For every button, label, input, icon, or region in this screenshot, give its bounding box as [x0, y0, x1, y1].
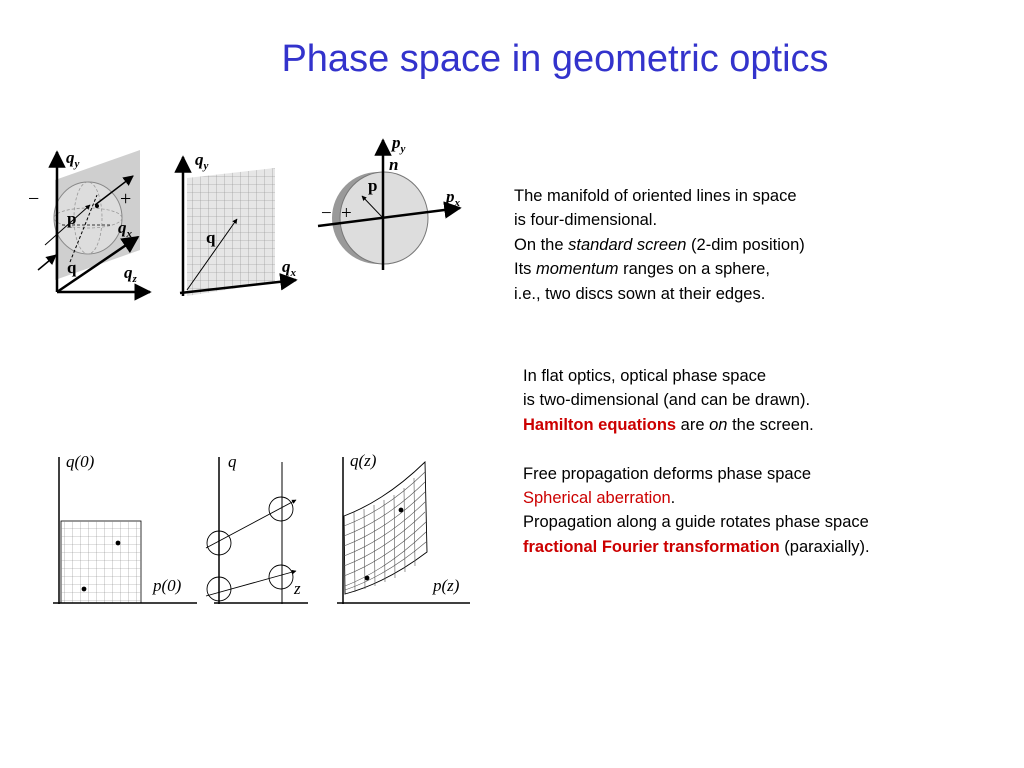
text-line: Spherical aberration. — [523, 489, 676, 508]
fig3-plus-label: + — [341, 203, 352, 224]
fig4-p0-label: p(0) — [153, 576, 182, 595]
fig3-p-label: p — [368, 176, 378, 195]
manifold-text-block — [514, 184, 805, 306]
figure-flat-phase-space — [53, 452, 197, 604]
text-line: Free propagation deforms phase space — [523, 464, 812, 483]
text-line: is four-dimensional. — [514, 211, 658, 230]
fig3-py-label: $p_y$ — [392, 133, 406, 155]
fig2-qx-label: $q_x$ — [282, 257, 296, 279]
figure-momentum-disc — [318, 133, 461, 270]
fig1-qx-label: $q_x$ — [118, 218, 132, 240]
fig1-minus-label: − — [28, 188, 40, 210]
text-line: Its momentum ranges on a sphere, — [514, 260, 770, 279]
text-line: i.e., two discs sown at their edges. — [514, 284, 766, 303]
fig6-pz-label: p(z) — [433, 576, 460, 595]
figure-deformed-phase-space — [337, 451, 470, 604]
slide-title: Phase space in geometric optics — [281, 38, 829, 80]
fig2-q-label: q — [206, 228, 216, 247]
text-line: fractional Fourier transformation (paraxially). — [523, 537, 870, 556]
fig1-plus-label: + — [120, 188, 132, 210]
figure-hamilton-flow — [206, 452, 308, 604]
fig2-qy-label: $q_y$ — [195, 150, 209, 172]
fig4-q0-label: q(0) — [66, 452, 95, 471]
fig1-q-label: q — [67, 258, 77, 277]
fig1-qz-label: $q_z$ — [124, 263, 137, 285]
fig3-px-label: $p_x$ — [446, 187, 460, 209]
fig5-q-label: q — [228, 452, 237, 471]
figure-momentum-sphere-3d — [28, 148, 150, 292]
text-line: In flat optics, optical phase space — [523, 367, 767, 385]
text-line: The manifold of oriented lines in space — [514, 187, 797, 205]
text-line: Hamilton equations are on the screen. — [523, 415, 814, 434]
fig5-z-label: z — [294, 579, 301, 598]
fig3-n-label: n — [389, 155, 399, 174]
fig1-qy-label: $q_y$ — [66, 148, 80, 170]
figure-standard-screen — [180, 150, 297, 296]
text-line: is two-dimensional (and can be drawn). — [523, 391, 811, 410]
fig3-minus-label: − — [321, 203, 332, 224]
text-line: On the standard screen (2-dim position) — [514, 235, 805, 254]
text-line: Propagation along a guide rotates phase space — [523, 513, 869, 532]
fig6-qz-label: q(z) — [350, 451, 377, 470]
flat-optics-text-block — [523, 364, 870, 559]
fig1-p-label: p — [67, 209, 77, 228]
